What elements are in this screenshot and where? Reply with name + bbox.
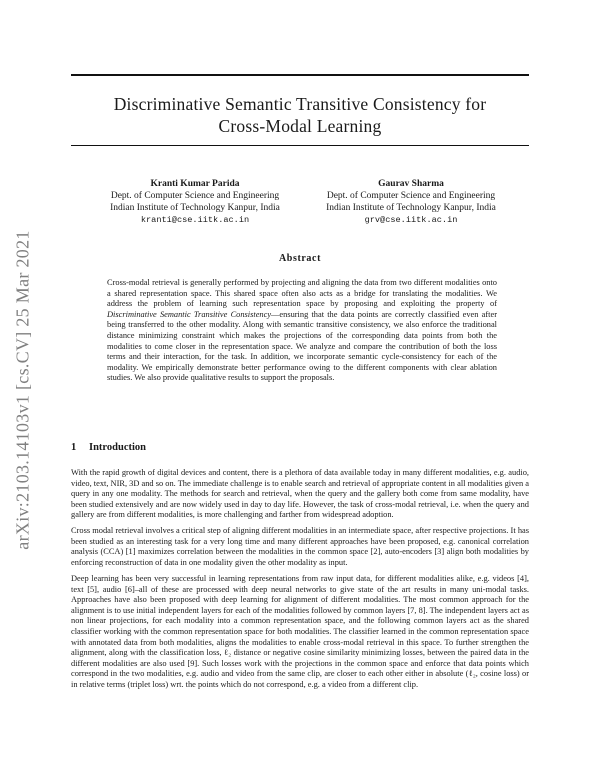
abstract-text-part-1: Cross-modal retrieval is generally performed by projecting and aligning the data from two different modalities onto a shared representation space. This shared space often also acts as a bridge for translating the modalities. We address the problem of learning such representation space by proposing and exploiting the property of <box>107 278 497 309</box>
author-block-2 <box>316 178 506 226</box>
abstract-body <box>107 278 497 384</box>
section-title: Introduction <box>89 442 146 453</box>
author-name: Kranti Kumar Parida <box>150 179 240 189</box>
author-department: Dept. of Computer Science and Engineering <box>110 191 280 201</box>
abstract-heading: Abstract <box>278 253 321 264</box>
author-institute: Indian Institute of Technology Kanpur, India <box>110 203 280 213</box>
title-line-1: Discriminative Semantic Transitive Consistency for <box>113 94 487 114</box>
author-department: Dept. of Computer Science and Engineering <box>326 191 496 201</box>
arxiv-identifier-text: arXiv:2103.14103v1 [cs.CV] 25 Mar 2021 <box>12 230 33 550</box>
section-heading-introduction <box>71 442 146 453</box>
abstract-emphasis: Discriminative Semantic Transitive Consistency <box>107 309 272 319</box>
author-block-1 <box>100 178 290 226</box>
title-line-2: Cross-Modal Learning <box>218 116 382 136</box>
paper-title <box>71 93 529 137</box>
intro-paragraph-3: Deep learning has been very successful in learning representations from raw input data, for different modalities alike, e.g. videos [4], text [5], audio [6]–all of these are processed with deep neural networks to give state of the art results in many uni-modal tasks. Approaches have also been proposed with deep learning for alignment of different modalities. The most common approach for the alignment is to use initial independent layers for each of the modalities followed by common layers [7, 8]. The independent layers act as non linear projections, for each modality into a common representation space, and the following common layers act as the shared classifier working with the common representation space for both modalities. The classifier learned in the common representation space with annotated data from both modalities, aligns the modalities to enable cross-modal retrieval in this space. To further strengthen the alignment, along with the classification loss, ℓ₂ distance or negative cosine similarity minimizing losses, between the paired data in the different modalities are also used [9]. Such losses work with the projections in the common space and enforce that data points which correspond in the two modalities, e.g. audio and video from the same clip, are closer to each other either in absolute (ℓ₂, cosine loss) or in relative terms (triplet loss) wrt. the points which do not correspond, e.g. a video from a different clip. <box>71 574 529 689</box>
arxiv-identifier-stamp <box>6 210 40 570</box>
title-top-rule <box>71 74 529 76</box>
section-number: 1 <box>71 442 77 453</box>
abstract-text-part-2: —ensuring that the data points are correctly classified even after being transferred to the other modality. Along with semantic transitive consistency, we also enforce the traditional distance minimizing constraint which makes the projections of the corresponding data points from both the modalities to come closer in the representation space. We analyze and compare the contribution of both the loss terms and their interaction, for the task. In addition, we incorporate semantic cycle-consistency for each of the modality. We empirically demonstrate better performance owing to the different components with clear ablation studies. We also provide qualitative results to support the proposals. <box>107 309 497 383</box>
intro-paragraph-1: With the rapid growth of digital devices and content, there is a plethora of data available today in many different modalities, e.g. audio, video, text, NIR, 3D and so on. The immediate challenge is to enable search and retrieval of appropriate content in all modalities given a query in any one modality. The methods for search and retrieval, when the query and the gallery both come from same modality, have been studied extensively and are now widely used in day to day life. However, the task of cross-modal retrieval, i.e. when the query and gallery are from different modalities, is more challenging and farther from widespread adoption. <box>71 468 529 520</box>
author-email: grv@cse.iitk.ac.in <box>364 215 458 225</box>
author-email: kranti@cse.iitk.ac.in <box>140 215 250 225</box>
author-institute: Indian Institute of Technology Kanpur, India <box>326 203 496 213</box>
title-bottom-rule <box>71 145 529 146</box>
intro-paragraph-2: Cross modal retrieval involves a critical step of aligning different modalities in an intermediate space, after respective projections. It has been studied as an interesting task for a very long time and many different approaches have been proposed, e.g. canonical correlation analysis (CCA) [1] maximizes correlation between the modalities in the common space [2], auto-encoders [3] align both modalities by enforcing reconstruction of data in one modality given the other modality as input. <box>71 526 529 567</box>
author-name: Gaurav Sharma <box>378 179 444 189</box>
